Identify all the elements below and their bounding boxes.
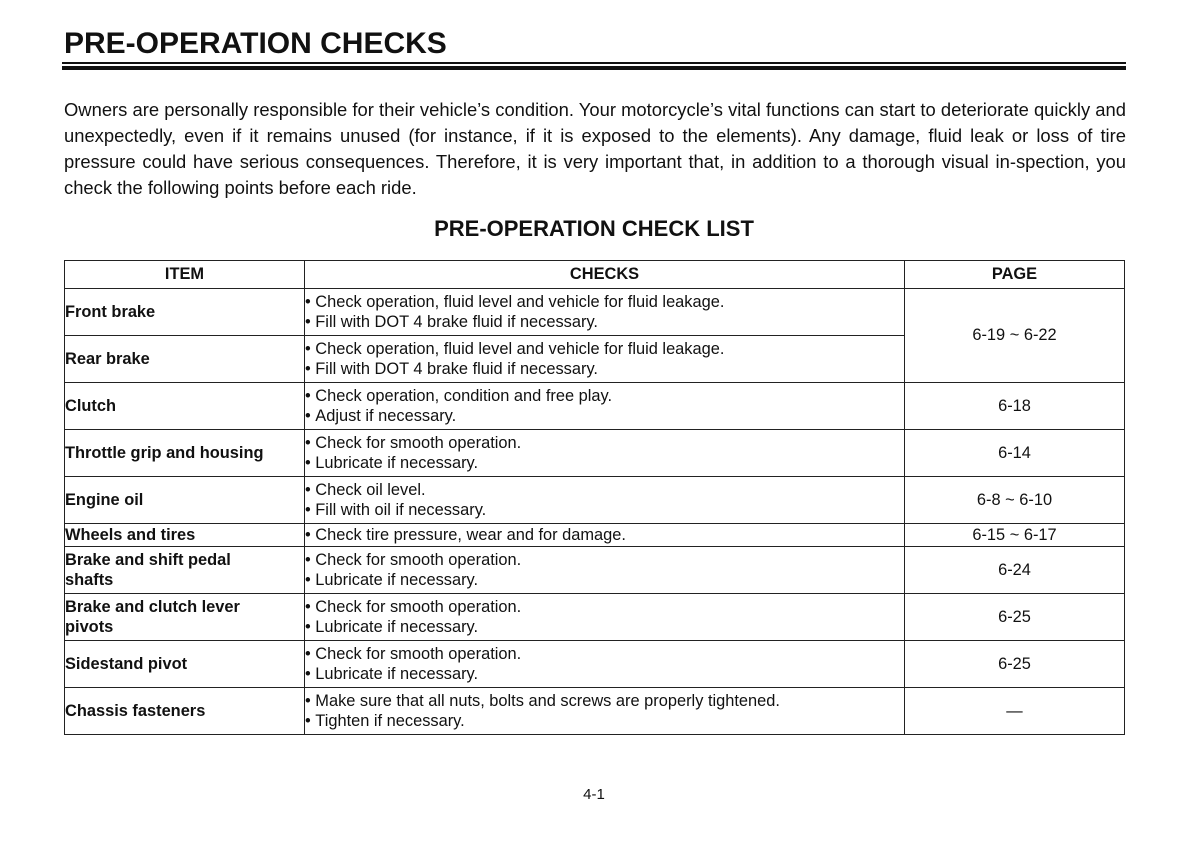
table-row-pedal-shafts xyxy=(65,547,1125,594)
checks-cell xyxy=(305,641,905,688)
check-line: • Check for smooth operation. xyxy=(305,644,904,664)
page-cell: 6-19 ~ 6-22 xyxy=(905,289,1125,383)
checks-cell xyxy=(305,547,905,594)
title-rule-thin xyxy=(62,62,1126,64)
page-number: 4-1 xyxy=(583,786,605,803)
check-line: • Fill with DOT 4 brake fluid if necessary. xyxy=(305,312,904,332)
title-rule-thick xyxy=(62,66,1126,70)
checks-cell xyxy=(305,524,905,547)
check-line: • Check operation, fluid level and vehicle for fluid leakage. xyxy=(305,292,904,312)
table-row-front-brake xyxy=(65,289,1125,336)
table-row-wheels-tires xyxy=(65,524,1125,547)
page-cell: — xyxy=(905,688,1125,735)
check-line: • Check operation, fluid level and vehicle for fluid leakage. xyxy=(305,339,904,359)
checks-cell xyxy=(305,430,905,477)
item-line: shafts xyxy=(65,571,114,589)
item-line: Brake and shift pedal xyxy=(65,551,231,569)
table-header-row xyxy=(65,261,1125,289)
check-line: • Check operation, condition and free play. xyxy=(305,386,904,406)
page-cell: 6-18 xyxy=(905,383,1125,430)
intro-paragraph: Owners are personally responsible for their vehicle’s condition. Your motorcycle’s vital functions can start to deteriorate quickly and unexpectedly, even if it remains unused (for instance, if it is exposed to the elements). Any damage, fluid leak or loss of tire pressure could have serious consequences. Therefore, it is very important that, in addition to a thorough visual in-spection, you check the following points before each ride. xyxy=(64,99,1126,198)
check-line: • Adjust if necessary. xyxy=(305,406,904,426)
check-line: • Lubricate if necessary. xyxy=(305,453,904,473)
table-row-chassis-fasteners xyxy=(65,688,1125,735)
check-line: • Lubricate if necessary. xyxy=(305,570,904,590)
page-cell: 6-25 xyxy=(905,641,1125,688)
table-row-engine-oil xyxy=(65,477,1125,524)
table-heading: PRE-OPERATION CHECK LIST xyxy=(434,216,754,241)
item-cell: Engine oil xyxy=(65,477,305,524)
table-row-lever-pivots xyxy=(65,594,1125,641)
checks-cell xyxy=(305,594,905,641)
item-cell xyxy=(65,547,305,594)
page-title: PRE-OPERATION CHECKS xyxy=(64,27,447,60)
checks-cell xyxy=(305,383,905,430)
table-row-clutch xyxy=(65,383,1125,430)
item-line: pivots xyxy=(65,618,114,636)
page-cell: 6-15 ~ 6-17 xyxy=(905,524,1125,547)
item-cell: Front brake xyxy=(65,289,305,336)
check-line: • Check tire pressure, wear and for damage. xyxy=(305,525,904,545)
item-line: Brake and clutch lever xyxy=(65,598,240,616)
item-cell: Sidestand pivot xyxy=(65,641,305,688)
checks-cell xyxy=(305,477,905,524)
header-checks: CHECKS xyxy=(305,261,905,289)
table-row-throttle xyxy=(65,430,1125,477)
check-line: • Check oil level. xyxy=(305,480,904,500)
checks-cell xyxy=(305,289,905,336)
item-cell xyxy=(65,594,305,641)
item-cell: Rear brake xyxy=(65,336,305,383)
item-cell: Wheels and tires xyxy=(65,524,305,547)
check-line: • Check for smooth operation. xyxy=(305,433,904,453)
pre-operation-check-table xyxy=(64,260,1125,735)
header-item: ITEM xyxy=(65,261,305,289)
table-row-sidestand xyxy=(65,641,1125,688)
check-line: • Check for smooth operation. xyxy=(305,550,904,570)
page-cell: 6-8 ~ 6-10 xyxy=(905,477,1125,524)
check-line: • Make sure that all nuts, bolts and screws are properly tightened. xyxy=(305,691,904,711)
check-line: • Fill with DOT 4 brake fluid if necessary. xyxy=(305,359,904,379)
page-cell: 6-24 xyxy=(905,547,1125,594)
check-line: • Check for smooth operation. xyxy=(305,597,904,617)
item-cell: Throttle grip and housing xyxy=(65,430,305,477)
check-line: • Tighten if necessary. xyxy=(305,711,904,731)
header-page: PAGE xyxy=(905,261,1125,289)
page-cell: 6-14 xyxy=(905,430,1125,477)
checks-cell xyxy=(305,336,905,383)
item-cell: Clutch xyxy=(65,383,305,430)
item-cell: Chassis fasteners xyxy=(65,688,305,735)
check-line: • Lubricate if necessary. xyxy=(305,664,904,684)
checks-cell xyxy=(305,688,905,735)
check-line: • Fill with oil if necessary. xyxy=(305,500,904,520)
page-cell: 6-25 xyxy=(905,594,1125,641)
check-line: • Lubricate if necessary. xyxy=(305,617,904,637)
